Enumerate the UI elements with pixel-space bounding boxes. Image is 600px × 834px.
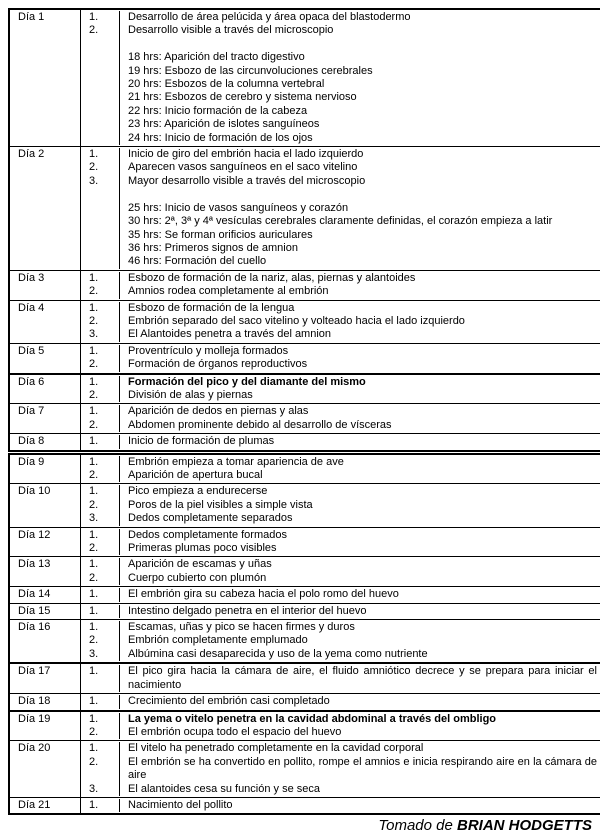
entry-line xyxy=(81,302,600,315)
entry-number: 1. xyxy=(81,272,120,285)
day-label: Día 15 xyxy=(9,603,81,619)
entry-text xyxy=(120,38,600,51)
day-label: Día 20 xyxy=(9,741,81,798)
entry-number xyxy=(81,255,120,268)
entry-line xyxy=(81,665,600,692)
day-label: Día 4 xyxy=(9,300,81,343)
entry-line xyxy=(81,358,600,371)
entry-text: Esbozo de formación de la lengua xyxy=(120,302,600,315)
day-label: Día 19 xyxy=(9,711,81,741)
entry-text: El embrión ocupa todo el espacio del huevo xyxy=(120,726,600,739)
entry-text: 21 hrs: Esbozos de cerebro y sistema nervioso xyxy=(120,91,600,104)
entry-text: 30 hrs: 2ª, 3ª y 4ª vesículas cerebrales claramente definidas, el corazón empieza a latir xyxy=(120,215,600,228)
day-entries xyxy=(81,374,600,404)
entry-number: 1. xyxy=(81,302,120,315)
entry-text: 23 hrs: Aparición de islotes sanguíneos xyxy=(120,118,600,131)
entry-line xyxy=(81,38,600,51)
day-label: Día 5 xyxy=(9,343,81,373)
entry-line xyxy=(81,485,600,498)
entry-text: Aparecen vasos sanguíneos en el saco vitelino xyxy=(120,161,600,174)
entry-line xyxy=(81,456,600,469)
entry-text: División de alas y piernas xyxy=(120,389,600,402)
entry-number xyxy=(81,65,120,78)
entry-line xyxy=(81,215,600,228)
day-entries xyxy=(81,620,600,664)
day-label: Día 17 xyxy=(9,663,81,693)
entry-text: El embrión se ha convertido en pollito, rompe el amnios e inicia respirando aire en la cámara de aire xyxy=(120,756,600,783)
day-entries xyxy=(81,797,600,814)
entry-line xyxy=(81,345,600,358)
day-label: Día 18 xyxy=(9,694,81,711)
entry-number: 2. xyxy=(81,756,120,783)
entry-text: Formación de órganos reproductivos xyxy=(120,358,600,371)
day-label: Día 13 xyxy=(9,557,81,587)
day-entries xyxy=(81,452,600,484)
entry-number xyxy=(81,38,120,51)
entry-line xyxy=(81,255,600,268)
entry-text: 36 hrs: Primeros signos de amnion xyxy=(120,242,600,255)
entry-text: Inicio de giro del embrión hacia el lado izquierdo xyxy=(120,148,600,161)
entry-line xyxy=(81,756,600,783)
table-row xyxy=(9,797,600,814)
entry-line xyxy=(81,105,600,118)
entry-number: 1. xyxy=(81,456,120,469)
entry-number: 1. xyxy=(81,713,120,726)
entry-line xyxy=(81,695,600,708)
entry-text: 25 hrs: Inicio de vasos sanguíneos y corazón xyxy=(120,202,600,215)
entry-line xyxy=(81,469,600,482)
entry-number: 1. xyxy=(81,695,120,708)
entry-number: 3. xyxy=(81,783,120,796)
entry-text: Pico empieza a endurecerse xyxy=(120,485,600,498)
day-label: Día 9 xyxy=(9,452,81,484)
entry-line xyxy=(81,175,600,188)
entry-number: 1. xyxy=(81,621,120,634)
entry-text: Escamas, uñas y pico se hacen firmes y duros xyxy=(120,621,600,634)
entry-text: Desarrollo de área pelúcida y área opaca del blastodermo xyxy=(120,11,600,24)
entry-line xyxy=(81,529,600,542)
table-row xyxy=(9,587,600,603)
entry-number xyxy=(81,215,120,228)
entry-number xyxy=(81,91,120,104)
entry-number: 2. xyxy=(81,499,120,512)
table-row xyxy=(9,434,600,452)
entry-text: El Alantoides penetra a través del amnion xyxy=(120,328,600,341)
entry-line xyxy=(81,285,600,298)
day-entries xyxy=(81,557,600,587)
entry-number xyxy=(81,118,120,131)
entry-number: 2. xyxy=(81,542,120,555)
embryo-development-table xyxy=(8,8,600,815)
entry-line xyxy=(81,229,600,242)
entry-number: 1. xyxy=(81,405,120,418)
entry-line xyxy=(81,328,600,341)
entry-line xyxy=(81,648,600,661)
entry-line xyxy=(81,78,600,91)
entry-text: El pico gira hacia la cámara de aire, el fluido amniótico decrece y se prepara para iniciar el nacimiento xyxy=(120,665,600,692)
day-label: Día 6 xyxy=(9,374,81,404)
day-label: Día 16 xyxy=(9,620,81,664)
table-row xyxy=(9,343,600,373)
day-entries xyxy=(81,147,600,271)
entry-text: Embrión separado del saco vitelino y volteado hacia el lado izquierdo xyxy=(120,315,600,328)
entry-text: Inicio de formación de plumas xyxy=(120,435,600,448)
entry-number: 3. xyxy=(81,648,120,661)
entry-text: Amnios rodea completamente al embrión xyxy=(120,285,600,298)
entry-line xyxy=(81,726,600,739)
table-row xyxy=(9,452,600,484)
entry-text: Aparición de escamas y uñas xyxy=(120,558,600,571)
entry-line xyxy=(81,161,600,174)
entry-line xyxy=(81,542,600,555)
entry-number: 2. xyxy=(81,419,120,432)
entry-number xyxy=(81,105,120,118)
entry-number: 2. xyxy=(81,161,120,174)
entry-line xyxy=(81,202,600,215)
entry-line xyxy=(81,65,600,78)
entry-text: Albúmina casi desaparecida y uso de la yema como nutriente xyxy=(120,648,600,661)
entry-number: 2. xyxy=(81,315,120,328)
table-row xyxy=(9,527,600,557)
entry-number: 1. xyxy=(81,742,120,755)
entry-number: 2. xyxy=(81,469,120,482)
entry-number: 1. xyxy=(81,529,120,542)
entry-text: Embrión empieza a tomar apariencia de ave xyxy=(120,456,600,469)
table-row xyxy=(9,694,600,711)
day-label: Día 10 xyxy=(9,484,81,527)
entry-line xyxy=(81,742,600,755)
entry-number xyxy=(81,51,120,64)
entry-line xyxy=(81,588,600,601)
entry-number: 1. xyxy=(81,345,120,358)
entry-number: 1. xyxy=(81,588,120,601)
day-entries xyxy=(81,343,600,373)
entry-number: 2. xyxy=(81,572,120,585)
day-label: Día 3 xyxy=(9,270,81,300)
entry-number: 1. xyxy=(81,376,120,389)
entry-text: 46 hrs: Formación del cuello xyxy=(120,255,600,268)
entry-line xyxy=(81,499,600,512)
entry-number: 1. xyxy=(81,665,120,692)
entry-text: Mayor desarrollo visible a través del microscopio xyxy=(120,175,600,188)
day-entries xyxy=(81,270,600,300)
entry-text: Dedos completamente formados xyxy=(120,529,600,542)
day-entries xyxy=(81,404,600,434)
attribution-author: BRIAN HODGETTS xyxy=(457,817,592,834)
entry-line xyxy=(81,713,600,726)
day-entries xyxy=(81,484,600,527)
entry-number: 1. xyxy=(81,148,120,161)
entry-line xyxy=(81,389,600,402)
entry-number xyxy=(81,132,120,145)
entry-number: 1. xyxy=(81,605,120,618)
entry-text: Poros de la piel visibles a simple vista xyxy=(120,499,600,512)
entry-line xyxy=(81,799,600,812)
entry-number xyxy=(81,78,120,91)
entry-text: 20 hrs: Esbozos de la columna vertebral xyxy=(120,78,600,91)
day-entries xyxy=(81,9,600,147)
entry-text: Proventrículo y molleja formados xyxy=(120,345,600,358)
entry-text: Crecimiento del embrión casi completado xyxy=(120,695,600,708)
entry-number: 1. xyxy=(81,799,120,812)
table-row xyxy=(9,9,600,147)
entry-line xyxy=(81,148,600,161)
entry-number: 2. xyxy=(81,726,120,739)
entry-number: 3. xyxy=(81,512,120,525)
entry-line xyxy=(81,51,600,64)
day-label: Día 2 xyxy=(9,147,81,271)
entry-text: 35 hrs: Se forman orificios auriculares xyxy=(120,229,600,242)
entry-line xyxy=(81,188,600,201)
entry-text: 24 hrs: Inicio de formación de los ojos xyxy=(120,132,600,145)
entry-line xyxy=(81,24,600,37)
entry-line xyxy=(81,376,600,389)
entry-line xyxy=(81,419,600,432)
entry-number xyxy=(81,242,120,255)
day-entries xyxy=(81,300,600,343)
entry-line xyxy=(81,242,600,255)
entry-line xyxy=(81,572,600,585)
entry-text: Dedos completamente separados xyxy=(120,512,600,525)
entry-number: 2. xyxy=(81,358,120,371)
entry-line xyxy=(81,783,600,796)
entry-text xyxy=(120,188,600,201)
entry-number: 1. xyxy=(81,485,120,498)
entry-line xyxy=(81,634,600,647)
entry-line xyxy=(81,435,600,448)
entry-line xyxy=(81,405,600,418)
entry-text: El vitelo ha penetrado completamente en la cavidad corporal xyxy=(120,742,600,755)
entry-text: Primeras plumas poco visibles xyxy=(120,542,600,555)
entry-text: Nacimiento del pollito xyxy=(120,799,600,812)
day-entries xyxy=(81,711,600,741)
entry-text: Intestino delgado penetra en el interior del huevo xyxy=(120,605,600,618)
table-row xyxy=(9,147,600,271)
entry-text: Desarrollo visible a través del microscopio xyxy=(120,24,600,37)
table-row xyxy=(9,603,600,619)
entry-text: El embrión gira su cabeza hacia el polo romo del huevo xyxy=(120,588,600,601)
entry-text: Formación del pico y del diamante del mismo xyxy=(120,376,600,389)
table-row xyxy=(9,404,600,434)
day-label: Día 12 xyxy=(9,527,81,557)
table-row xyxy=(9,374,600,404)
entry-number xyxy=(81,229,120,242)
entry-text: Aparición de dedos en piernas y alas xyxy=(120,405,600,418)
day-label: Día 14 xyxy=(9,587,81,603)
day-label: Día 7 xyxy=(9,404,81,434)
entry-number: 3. xyxy=(81,175,120,188)
entry-number: 1. xyxy=(81,558,120,571)
table-body xyxy=(9,9,600,814)
entry-text: Embrión completamente emplumado xyxy=(120,634,600,647)
entry-line xyxy=(81,118,600,131)
entry-line xyxy=(81,315,600,328)
table-row xyxy=(9,270,600,300)
entry-number: 2. xyxy=(81,634,120,647)
entry-number: 3. xyxy=(81,328,120,341)
day-entries xyxy=(81,741,600,798)
entry-text: La yema o vitelo penetra en la cavidad abdominal a través del ombligo xyxy=(120,713,600,726)
entry-text: Aparición de apertura bucal xyxy=(120,469,600,482)
day-entries xyxy=(81,603,600,619)
entry-line xyxy=(81,605,600,618)
entry-line xyxy=(81,91,600,104)
table-row xyxy=(9,557,600,587)
day-label: Día 1 xyxy=(9,9,81,147)
entry-text: 18 hrs: Aparición del tracto digestivo xyxy=(120,51,600,64)
table-row xyxy=(9,663,600,693)
entry-number xyxy=(81,202,120,215)
entry-text: El alantoides cesa su función y se seca xyxy=(120,783,600,796)
entry-text: Esbozo de formación de la nariz, alas, piernas y alantoides xyxy=(120,272,600,285)
entry-number: 2. xyxy=(81,389,120,402)
table-row xyxy=(9,300,600,343)
entry-number: 1. xyxy=(81,11,120,24)
day-entries xyxy=(81,587,600,603)
table-row xyxy=(9,484,600,527)
day-entries xyxy=(81,694,600,711)
day-entries xyxy=(81,527,600,557)
entry-line xyxy=(81,11,600,24)
entry-number: 2. xyxy=(81,285,120,298)
entry-text: Cuerpo cubierto con plumón xyxy=(120,572,600,585)
day-entries xyxy=(81,434,600,452)
attribution-prefix: Tomado de xyxy=(378,817,457,834)
table-row xyxy=(9,620,600,664)
table-row xyxy=(9,741,600,798)
entry-number: 2. xyxy=(81,24,120,37)
day-label: Día 8 xyxy=(9,434,81,452)
entry-line xyxy=(81,558,600,571)
entry-line xyxy=(81,132,600,145)
day-entries xyxy=(81,663,600,693)
entry-text: 19 hrs: Esbozo de las circunvoluciones cerebrales xyxy=(120,65,600,78)
entry-number: 1. xyxy=(81,435,120,448)
entry-line xyxy=(81,512,600,525)
table-row xyxy=(9,711,600,741)
day-label: Día 21 xyxy=(9,797,81,814)
entry-number xyxy=(81,188,120,201)
entry-text: 22 hrs: Inicio formación de la cabeza xyxy=(120,105,600,118)
entry-text: Abdomen prominente debido al desarrollo de vísceras xyxy=(120,419,600,432)
entry-line xyxy=(81,272,600,285)
entry-line xyxy=(81,621,600,634)
